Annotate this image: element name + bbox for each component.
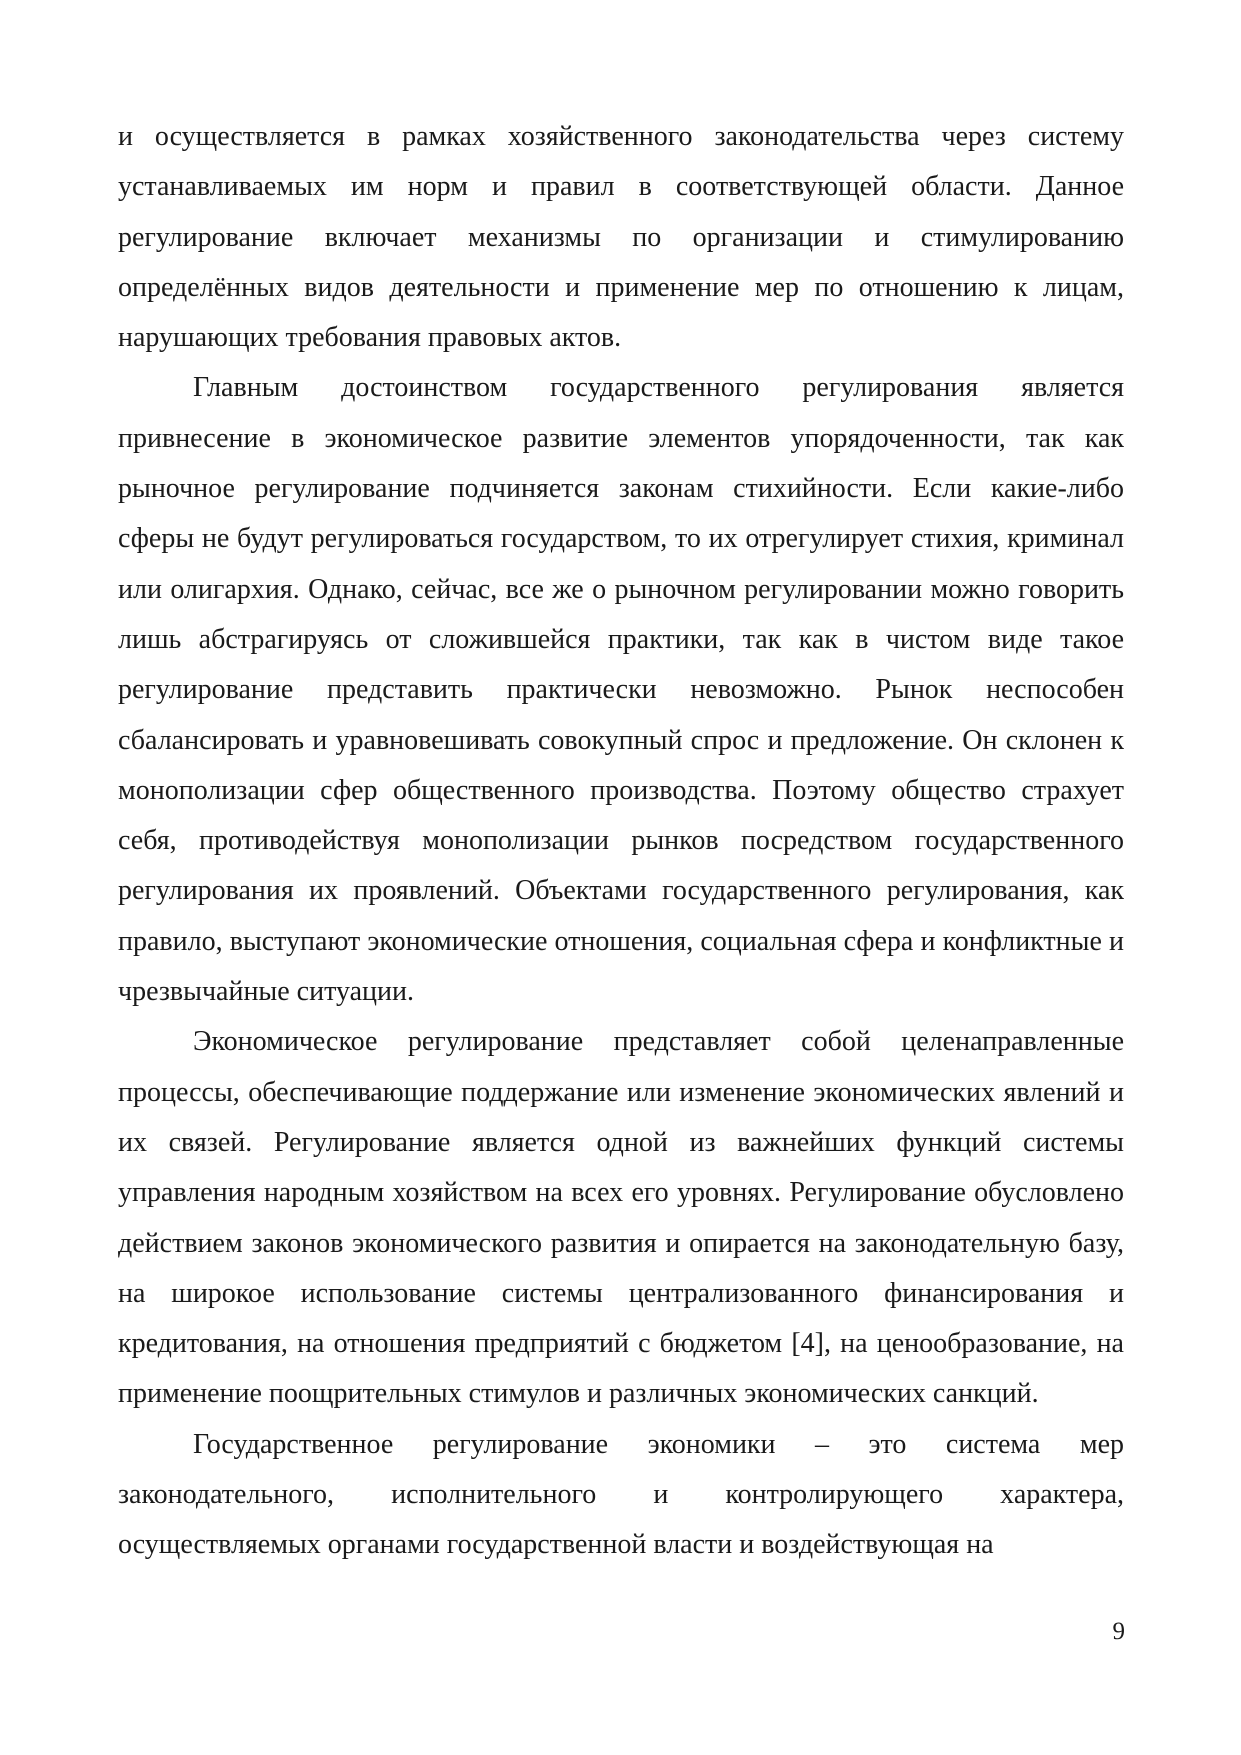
paragraph-2: Главным достоинством государственного регулирования является привнесение в экономическое развитие элементов упорядоченности, так как рыночное регулирование подчиняется законам стихийности. Если какие-либо сферы не будут регулироваться государством, то их отрегулирует стихия, криминал или олигархия. Однако, сейчас, все же о рыночном регулировании можно говорить лишь абстрагируясь от сложившейся практики, так как в чистом виде такое регулирование представить практически невозможно. Рынок неспособен сбалансировать и уравновешивать совокупный спрос и предложение. Он склонен к монополизации сфер общественного производства. Поэтому общество страхует себя, противодействуя монополизации рынков посредством государственного регулирования их проявлений. Объектами государственного регулирования, как правило, выступают экономические отношения, социальная сфера и конфликтные и чрезвычайные ситуации. [118, 372, 1124, 1008]
page-number: 9 [1112, 1618, 1125, 1645]
paragraph-1: и осуществляется в рамках хозяйственного законодательства через систему устанавливаемых им норм и правил в соответствующей области. Данное регулирование включает механизмы по организации и стимулированию определённых видов деятельности и применение мер по отношению к лицам, нарушающих требования правовых актов. [118, 121, 1124, 354]
paragraph-3: Экономическое регулирование представляет собой целенаправленные процессы, обеспечивающие поддержание или изменение экономических явлений и их связей. Регулирование является одной из важнейших функций системы управления народным хозяйством на всех его уровнях. Регулирование обусловлено действием законов экономического развития и опирается на законодательную базу, на широкое использование системы централизованного финансирования и кредитования, на отношения предприятий с бюджетом [4], на ценообразование, на применение поощрительных стимулов и различных экономических санкций. [118, 1026, 1124, 1410]
paragraph-4: Государственное регулирование экономики – это система мер законодательного, исполнительного и контролирующего характера, осуществляемых органами государственной власти и воздействующая на [118, 1428, 1124, 1561]
document-body [118, 112, 1124, 1571]
